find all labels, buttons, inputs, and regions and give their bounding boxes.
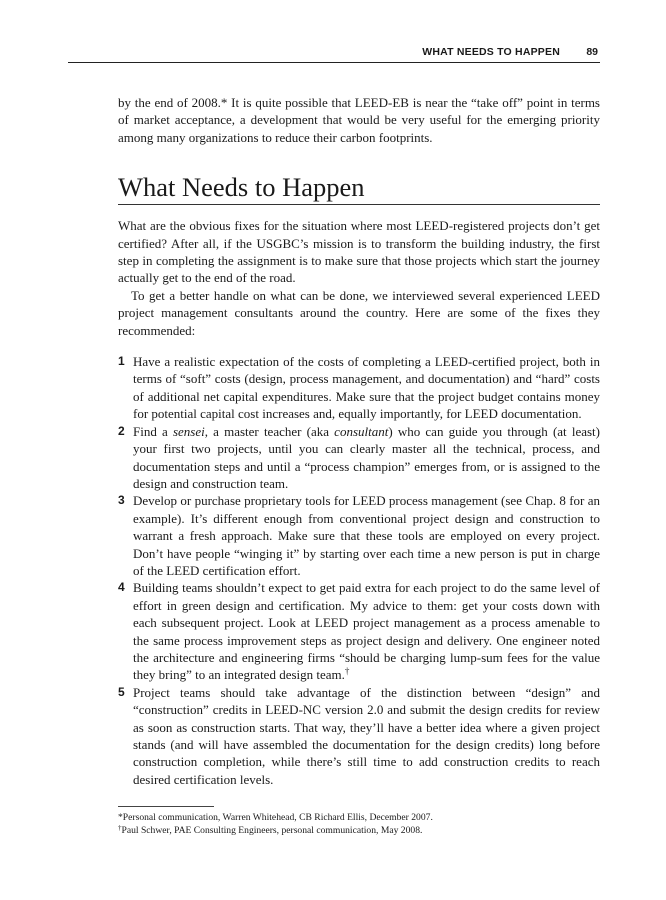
list-number: 1: [118, 354, 125, 369]
footnote-text: Personal communication, Warren Whitehead, CB Richard Ellis, December 2007.: [122, 812, 433, 823]
list-number: 3: [118, 493, 125, 508]
running-header-title: WHAT NEEDS TO HAPPEN: [422, 46, 560, 58]
list-number: 5: [118, 684, 125, 699]
list-item: [118, 579, 600, 683]
list-item: [118, 423, 600, 493]
footnote-text: Paul Schwer, PAE Consulting Engineers, personal communication, May 2008.: [121, 825, 423, 836]
list-item-text: Have a realistic expectation of the costs of completing a LEED-certified project, both in terms of “soft” costs (design, process management, and documentation) and “hard” costs of additional net capital expenditures. Make sure that the project budget contains money for potential capital cost increases and, equally importantly, for LEED documentation.: [133, 354, 600, 422]
list-item: [118, 492, 600, 579]
emphasis-consultant: consultant: [334, 423, 389, 439]
footnote-mark: †: [118, 824, 122, 832]
body-text: [118, 94, 600, 788]
list-item-text: Develop or purchase proprietary tools for LEED process management (see Chap. 8 for an example). It’s different enough from conventional project design and construction to warrant a fresh approach. Make sure that these tools are employed on every project. Don’t have people “winging it” by starting over each time a new person is put in charge of the LEED certification effort.: [133, 493, 600, 578]
footnote: [118, 824, 600, 837]
fixes-list: [118, 353, 600, 788]
list-item: [118, 353, 600, 423]
footnote: [118, 811, 600, 824]
page-number: 89: [586, 46, 598, 58]
footnote-rule: [118, 806, 214, 807]
list-item-text: Find a sensei, a master teacher (aka consultant) who can guide you through (at least) your first two projects, until you can clearly master all the technical, process, and documentation steps and until a “process champion” emerges from, or is assigned to the design and construction team.: [133, 423, 600, 491]
intro-paragraph: by the end of 2008.* It is quite possible that LEED-EB is near the “take off” point in terms of market acceptance, a development that would be very useful for the emerging priority among many organizations to reduce their carbon footprints.: [118, 95, 600, 145]
list-item-text: Project teams should take advantage of the distinction between “design” and “construction” credits in LEED-NC version 2.0 and submit the design credits for review as soon as construction starts. That way, they’ll have a better idea where a given project stands (and will have assembled the documentation for the design credits) long before construction completion, while there’s still time to add construction credits to reach desired certification levels.: [133, 684, 600, 787]
list-number: 2: [118, 423, 125, 438]
footnote-mark: *: [118, 812, 123, 823]
footnote-reference: †: [344, 666, 350, 677]
list-item-text: Building teams shouldn’t expect to get paid extra for each project to do the same level of effort in green design and certification. My advice to them: get your costs down with each subsequent project. Look at LEED project management as a process amenable to the same process improvement steps as project design and delivery. One engineer noted the architecture and engineering firms “should be charging lump-sum fees for the value they bring” to an integrated design team.†: [133, 580, 600, 683]
section-paragraph: What are the obvious fixes for the situation where most LEED-registered projects don’t get certified? After all, if the USGBC’s mission is to transform the building industry, the first step in completing the assignment is to make sure that those projects which start the journey actually get to the end of the road.: [118, 218, 600, 286]
running-header: [68, 44, 600, 63]
section-paragraph: To get a better handle on what can be done, we interviewed several experienced LEED project management consultants around the country. Here are some of the fixes they recommended:: [118, 287, 600, 338]
section-title: What Needs to Happen: [118, 172, 600, 205]
emphasis-sensei: sensei: [172, 423, 205, 439]
footnotes: [118, 806, 600, 837]
list-item: [118, 684, 600, 788]
list-number: 4: [118, 580, 125, 595]
